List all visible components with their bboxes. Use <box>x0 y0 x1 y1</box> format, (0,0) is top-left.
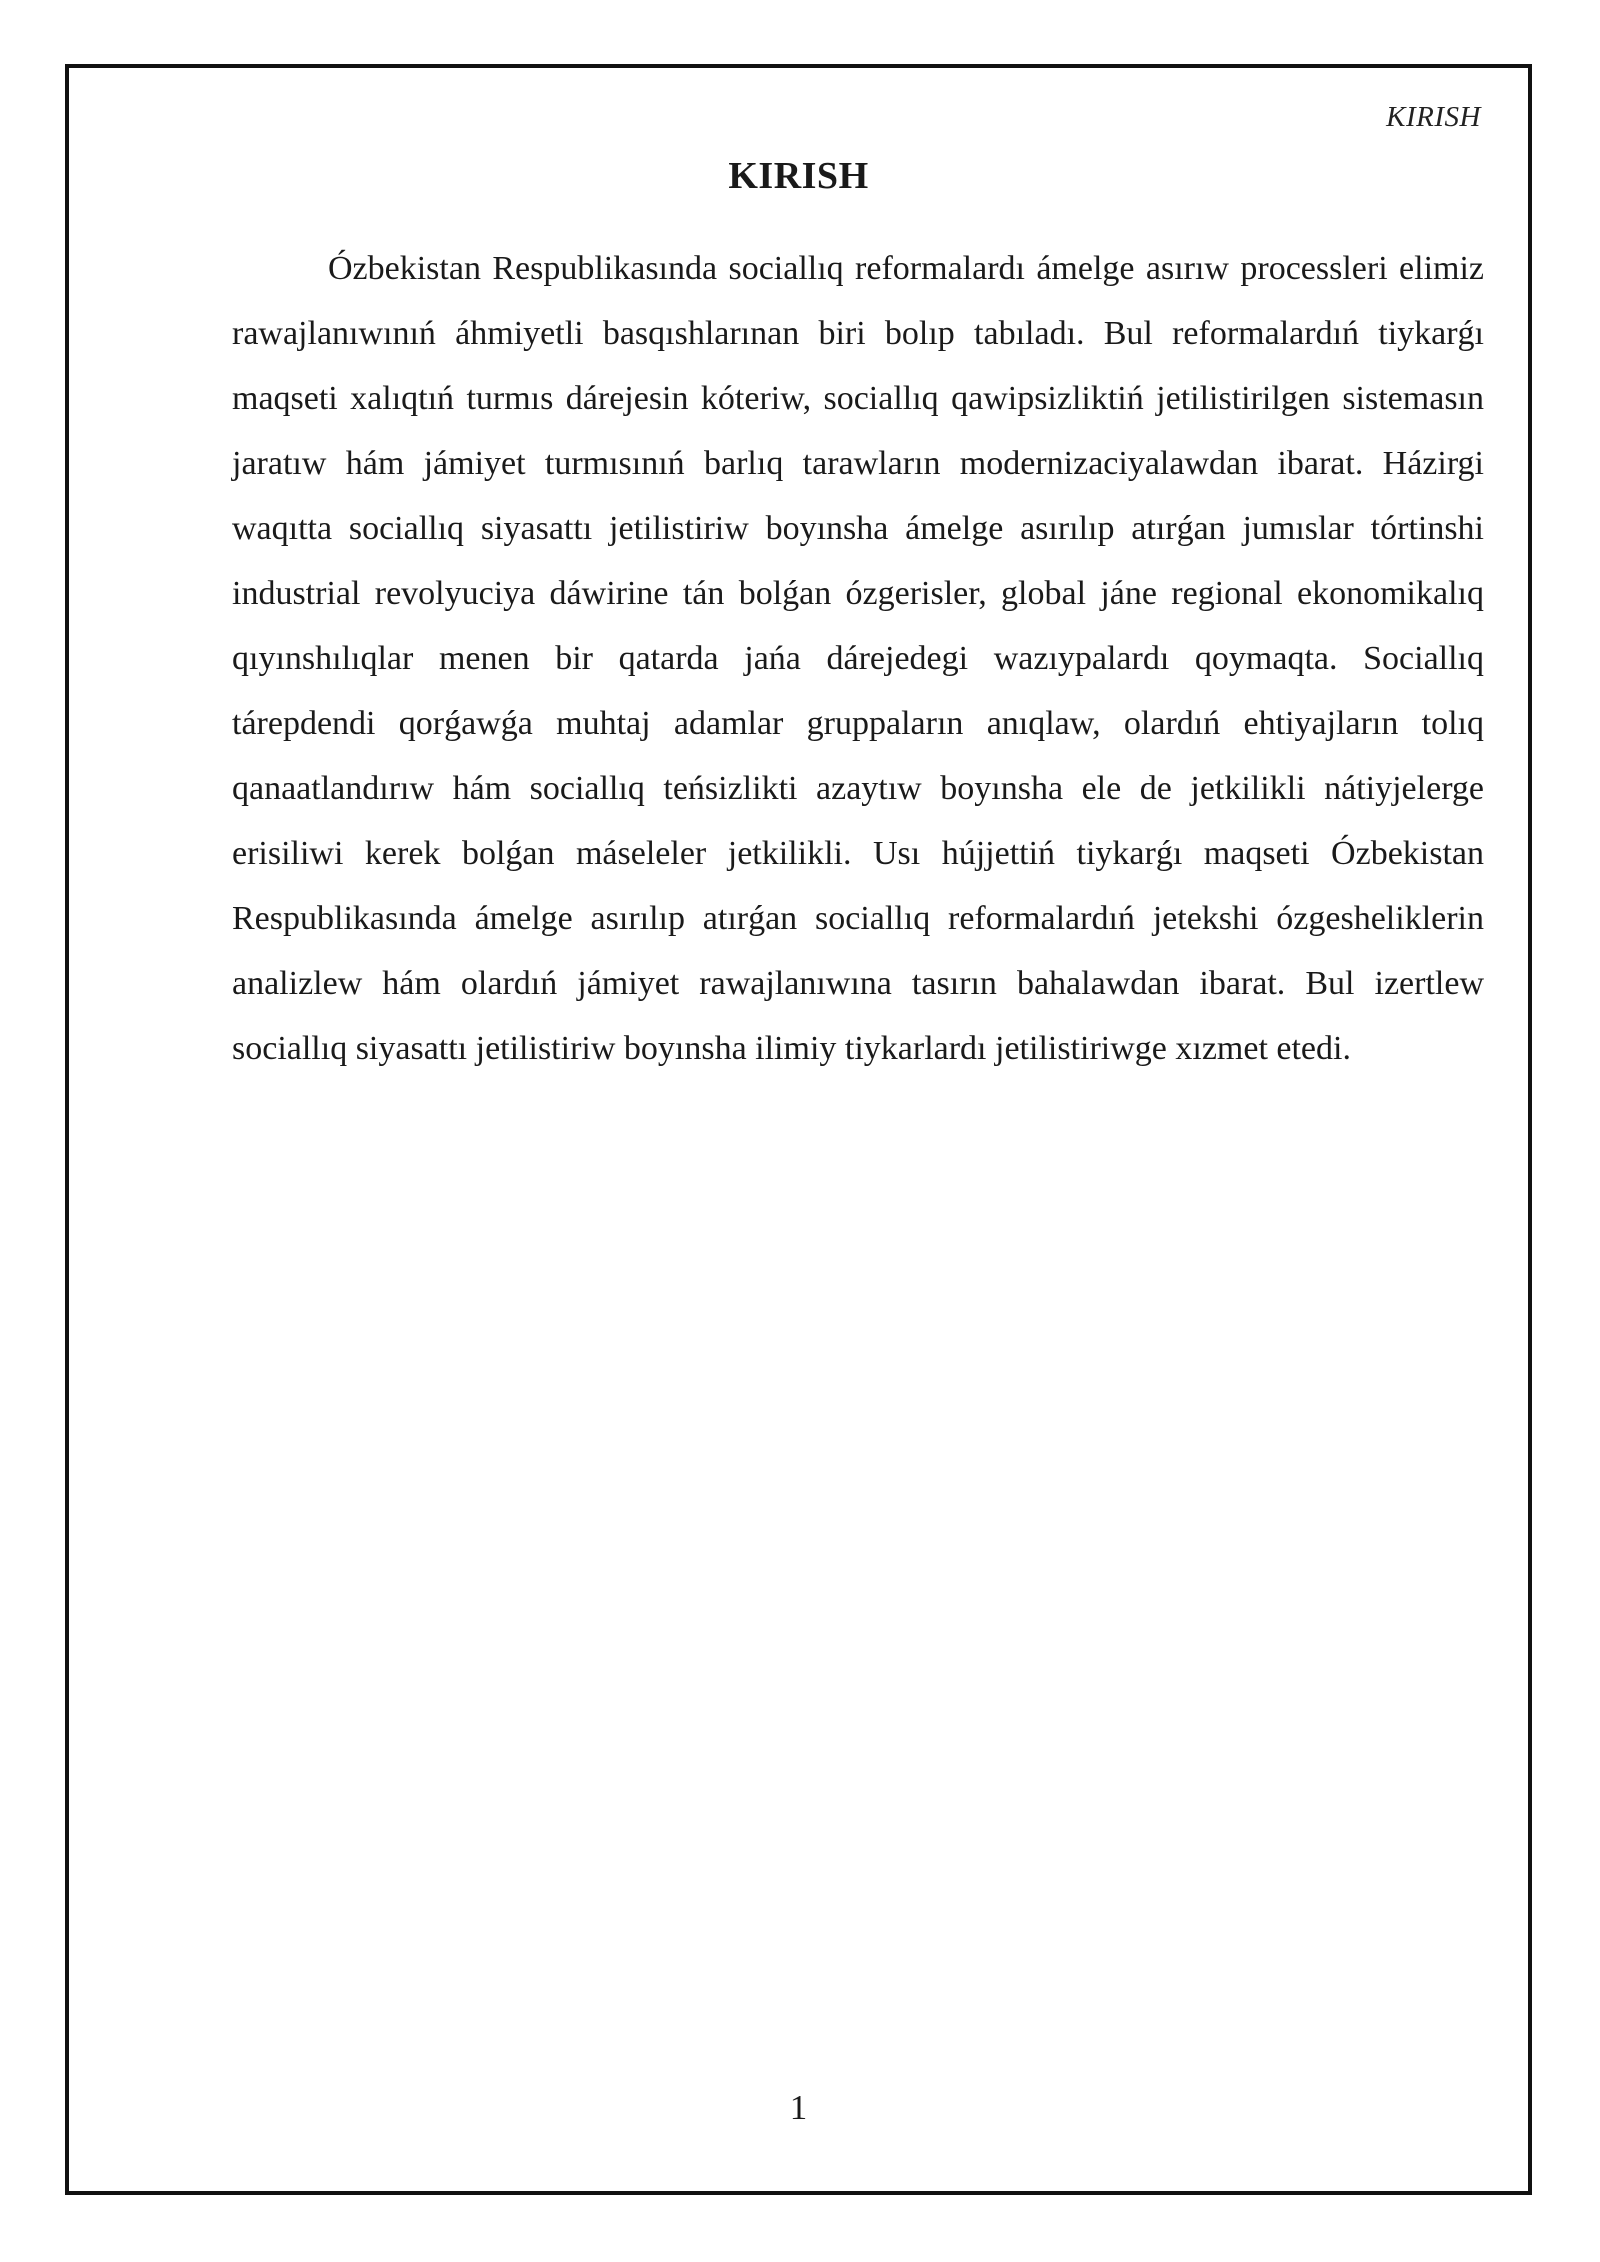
document-title: KIRISH <box>728 155 869 197</box>
page-number: 1 <box>789 2088 808 2127</box>
running-header: KIRISH <box>1386 101 1481 133</box>
page-frame <box>65 64 1532 2195</box>
body-paragraph: Ózbekistan Respublikasında sociallıq reformalardı ámelge asırıw processleri elimiz rawajlanıwınıń áhmiyetli basqıshlarınan biri bolıp tabıladı. Bul reformalardıń tiykarǵı maqseti xalıqtıń turmıs dárejesin kóteriw, sociallıq qawipsizliktiń jetilistirilgen sistemasın jaratıw hám jámiyet turmısınıń barlıq tarawların modernizaciyalawdan ibarat. Házirgi waqıtta sociallıq siyasattı jetilistiriw boyınsha ámelge asırılıp atırǵan jumıslar tórtinshi industrial revolyuciya dáwirine tán bolǵan ózgerisler, global jáne regional ekonomikalıq qıyınshılıqlar menen bir qatarda jańa dárejedegi wazıypalardı qoymaqta. Sociallıq tárepdendi qorǵawǵa muhtaj adamlar gruppaların anıqlaw, olardıń ehtiyajların tolıq qanaatlandırıw hám sociallıq teńsizlikti azaytıw boyınsha ele de jetkilikli nátiyjelerge erisiliwi kerek bolǵan máseleler jetkilikli. Usı hújjettiń tiykarǵı maqseti Ózbekistan Respublikasında ámelge asırılıp atırǵan sociallıq reformalardıń jetekshi ózgesheliklerin analizlew hám olardıń jámiyet rawajlanıwına tasırın bahalawdan ibarat. Bul izertlew sociallıq siyasattı jetilistiriw boyınsha ilimiy tiykarlardı jetilistiriwge xızmet etedi. <box>232 250 1484 1067</box>
